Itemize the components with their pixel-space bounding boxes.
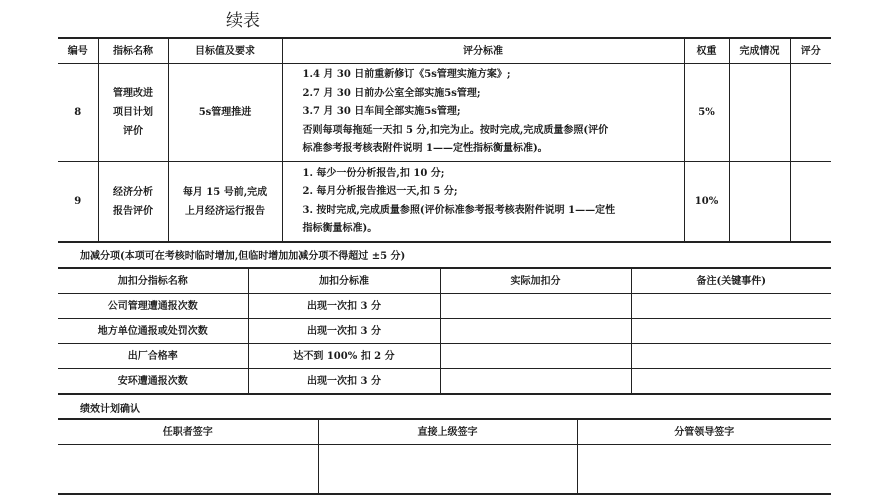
adj-name: 公司管理遭通报次数 — [58, 294, 248, 319]
header-adj-standard: 加扣分标准 — [248, 268, 440, 294]
criteria-line: 1.4 月 30 日前重新修订《5s管理实施方案》; — [302, 69, 511, 81]
row-id: 8 — [58, 64, 98, 162]
header-completion: 完成情况 — [729, 38, 790, 64]
row-name-line: 项目计划 — [113, 107, 153, 118]
supervisor-signature-field[interactable] — [318, 445, 577, 495]
criteria-line: 否则每项每拖延一天扣 5 分,扣完为止。按时完成,完成质量参照(评价 — [302, 124, 609, 136]
header-employee-signature: 任职者签字 — [58, 419, 318, 445]
row-score-cell[interactable] — [790, 64, 831, 162]
adj-name: 出厂合格率 — [58, 344, 248, 369]
row-name-line: 报告评价 — [113, 205, 153, 217]
signature-header-row — [58, 419, 831, 445]
adj-note-cell[interactable] — [631, 294, 831, 319]
header-criteria: 评分标准 — [282, 38, 684, 64]
table-row — [58, 64, 831, 162]
header-name: 指标名称 — [98, 38, 168, 64]
adj-note-cell[interactable] — [631, 344, 831, 369]
row-target-line: 上月经济运行报告 — [185, 205, 265, 217]
criteria-line: 3.7 月 30 日车间全部实施5s管理; — [302, 106, 461, 118]
row-name — [98, 162, 168, 243]
header-adj-actual: 实际加扣分 — [440, 268, 631, 294]
adjustments-label: 加减分项(本项可在考核时临时增加,但临时增加加减分项不得超过 ±5 分) — [80, 251, 406, 262]
header-score: 评分 — [790, 38, 831, 64]
criteria-line: 1. 每少一份分析报告,扣 10 分; — [302, 167, 445, 179]
adjustment-row — [58, 294, 831, 319]
adjustment-row — [58, 369, 831, 395]
employee-signature-field[interactable] — [58, 445, 318, 495]
adjustments-header-row — [58, 268, 831, 294]
criteria-line: 2.7 月 30 日前办公室全部实施5s管理; — [302, 87, 481, 99]
criteria-line: 2. 每月分析报告推迟一天,扣 5 分; — [302, 186, 458, 197]
criteria-line: 3. 按时完成,完成质量参照(评价标准参考报考核表附件说明 1——定性 — [302, 204, 616, 216]
header-id: 编号 — [58, 38, 98, 64]
criteria-line: 指标衡量标准)。 — [302, 223, 378, 234]
adj-standard: 出现一次扣 3 分 — [248, 369, 440, 395]
header-adj-note: 备注(关键事件) — [631, 268, 831, 294]
row-weight: 5% — [684, 64, 729, 162]
page-title: 续表 — [226, 11, 260, 31]
adj-note-cell[interactable] — [631, 319, 831, 344]
header-target: 目标值及要求 — [168, 38, 282, 64]
adj-name: 安环遭通报次数 — [58, 369, 248, 395]
leader-signature-field[interactable] — [577, 445, 831, 495]
row-name-line: 评价 — [123, 126, 143, 137]
row-completion-cell[interactable] — [729, 162, 790, 243]
criteria-line: 标准参考报考核表附件说明 1——定性指标衡量标准)。 — [302, 143, 548, 155]
row-score-cell[interactable] — [790, 162, 831, 243]
kpi-table — [58, 37, 831, 243]
adj-standard: 达不到 100% 扣 2 分 — [248, 344, 440, 369]
signature-row — [58, 445, 831, 495]
adj-actual-cell[interactable] — [440, 294, 631, 319]
row-criteria — [282, 162, 684, 243]
header-leader-signature: 分管领导签字 — [577, 419, 831, 445]
adj-actual-cell[interactable] — [440, 319, 631, 344]
row-criteria — [282, 64, 684, 162]
row-name-line: 经济分析 — [113, 186, 153, 198]
adj-actual-cell[interactable] — [440, 344, 631, 369]
adjustment-row — [58, 319, 831, 344]
row-name — [98, 64, 168, 162]
row-name-line: 管理改进 — [113, 88, 153, 99]
row-weight: 10% — [684, 162, 729, 243]
adjustments-table — [58, 267, 831, 395]
confirmation-label: 绩效计划确认 — [80, 404, 140, 415]
table-row — [58, 162, 831, 243]
adj-actual-cell[interactable] — [440, 369, 631, 395]
table-header-row — [58, 38, 831, 64]
header-supervisor-signature: 直接上级签字 — [318, 419, 577, 445]
header-weight: 权重 — [684, 38, 729, 64]
row-id: 9 — [58, 162, 98, 243]
row-target: 5s管理推进 — [168, 64, 282, 162]
adj-name: 地方单位通报或处罚次数 — [58, 319, 248, 344]
adj-standard: 出现一次扣 3 分 — [248, 319, 440, 344]
adjustment-row — [58, 344, 831, 369]
adj-standard: 出现一次扣 3 分 — [248, 294, 440, 319]
header-adj-name: 加扣分指标名称 — [58, 268, 248, 294]
row-completion-cell[interactable] — [729, 64, 790, 162]
signature-table — [58, 418, 831, 495]
row-target — [168, 162, 282, 243]
row-target-line: 每月 15 号前,完成 — [182, 186, 268, 198]
adj-note-cell[interactable] — [631, 369, 831, 395]
